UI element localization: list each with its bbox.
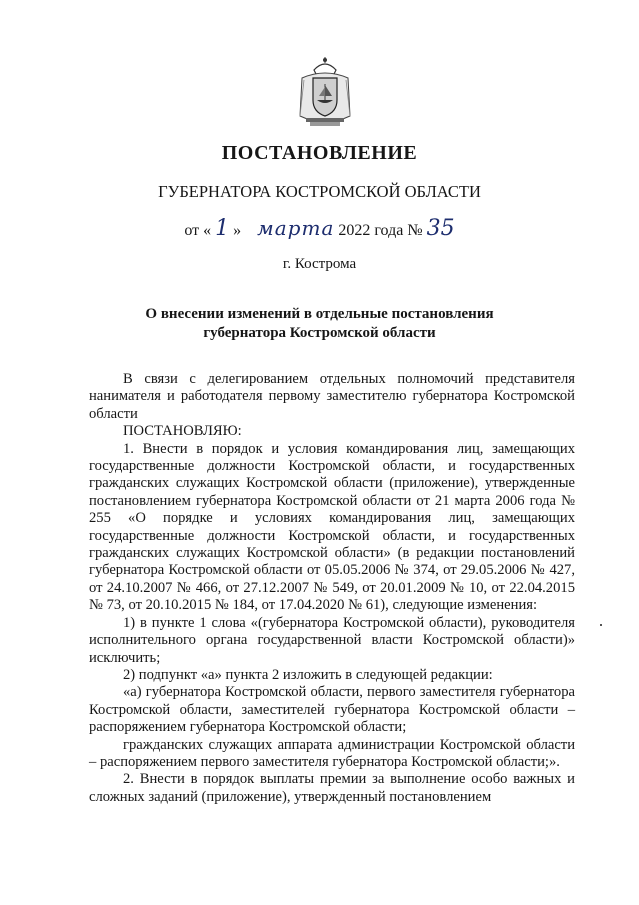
paragraph-item-2: 2. Внести в порядок выплаты премии за выполнение особо важных и сложных заданий (приложение), утвержденный постановлением — [89, 771, 575, 805]
handwritten-day: 1 — [215, 216, 230, 241]
paragraph-subitem-1: 1) в пункте 1 слова «(губернатора Костромской области), руководителя исполнительного органа государственной власти Костромской области)» исключить; — [89, 614, 575, 666]
paragraph-quote-b: гражданских служащих аппарата администрации Костромской области – распоряжением первого заместителя губернатора Костромской области;». — [89, 736, 575, 770]
date-prefix: от « — [184, 222, 212, 239]
paragraph-item-1: 1. Внести в порядок и условия командирования лиц, замещающих государственные должности Костромской области, и государственных гражданских служащих Костромской области (приложение), утвержденные постановлением губернатора Костромской области от 21 марта 2006 года № 255 «О порядке и условиях командирования лиц, замещающих государственные должности Костромской области, и государственных гражданских служащих Костромской области» (в редакции постановлений губернатора Костромской области от 05.05.2006 № 374, от 29.05.2006 № 427, от 24.10.2007 № 466, от 27.12.2007 № 549, от 20.01.2009 № 10, от 22.04.2015 № 73, от 20.10.2015 № 184, от 17.04.2020 № 61), следующие изменения: — [89, 440, 575, 614]
date-year: 2022 года № — [338, 222, 423, 239]
date-number-line — [0, 216, 639, 241]
handwritten-number: 35 — [426, 216, 455, 241]
subject-line-1: О внесении изменений в отдельные постановления — [145, 306, 494, 322]
document-body — [89, 371, 575, 806]
scan-speck — [600, 624, 602, 626]
coat-of-arms-icon — [296, 56, 354, 130]
paragraph-preamble: В связи с делегированием отдельных полномочий представителя нанимателя и работодателя первому заместителю губернатора Костромской области — [89, 371, 575, 422]
document-title: ПОСТАНОВЛЕНИЕ — [221, 142, 418, 164]
paragraph-subitem-2: 2) подпункт «а» пункта 2 изложить в следующей редакции: — [123, 666, 493, 683]
date-quote-close: » — [233, 222, 242, 239]
city-line: г. Кострома — [282, 256, 357, 272]
subject-line-2: губернатора Костромской области — [203, 325, 436, 341]
paragraph-resolve: ПОСТАНОВЛЯЮ: — [123, 423, 242, 440]
subject-heading — [0, 305, 639, 343]
handwritten-month: марта — [257, 216, 335, 240]
paragraph-quote-a: «а) губернатора Костромской области, первого заместителя губернатора Костромской области, заместителей губернатора Костромской области – распоряжением губернатора Костромской области; — [89, 684, 575, 736]
issuer-line: ГУБЕРНАТОРА КОСТРОМСКОЙ ОБЛАСТИ — [158, 182, 481, 201]
